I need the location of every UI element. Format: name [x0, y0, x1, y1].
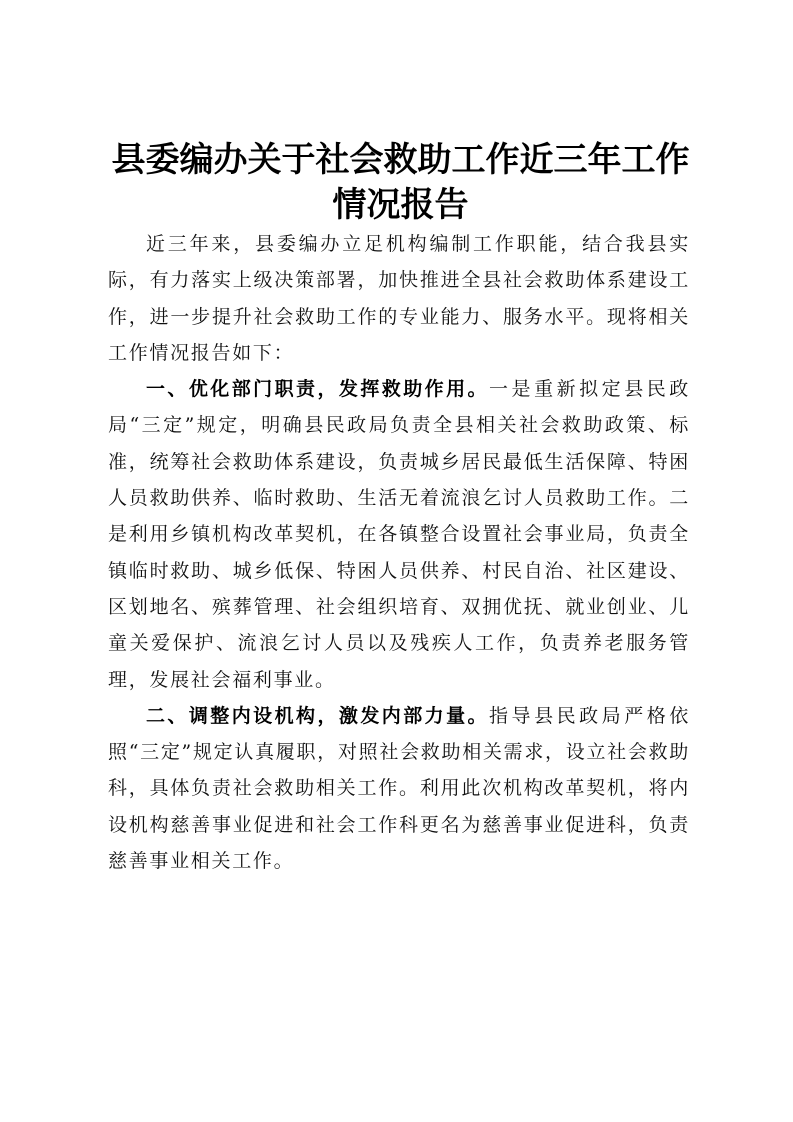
intro-paragraph: [108, 226, 690, 371]
section-heading-2: 二、调整内设机构，激发内部力量。: [146, 704, 489, 727]
paragraph-text: 指导县民政局严格依照“三定”规定认真履职，对照社会救助相关需求，设立社会救助科，具体负责社会救助相关工作。利用此次机构改革契机，将内设机构慈善事业促进和社会工作科更名为慈善事业促进科，负责慈善事业相关工作。: [108, 704, 690, 873]
document-body: [108, 226, 690, 879]
section-paragraph-1: [108, 371, 690, 698]
section-heading-1: 一、优化部门职责，发挥救助作用。: [146, 378, 489, 401]
paragraph-text: 近三年来，县委编办立足机构编制工作职能，结合我县实际，有力落实上级决策部署，加快推进全县社会救助体系建设工作，进一步提升社会救助工作的专业能力、服务水平。现将相关工作情况报告如下：: [108, 233, 690, 364]
section-paragraph-2: [108, 698, 690, 879]
document-title: 县委编办关于社会救助工作近三年工作情况报告: [111, 140, 690, 225]
paragraph-text: 一是重新拟定县民政局“三定”规定，明确县民政局负责全县相关社会救助政策、标准，统筹社会救助体系建设，负责城乡居民最低生活保障、特困人员救助供养、临时救助、生活无着流浪乞讨人员救助工作。二是利用乡镇机构改革契机，在各镇整合设置社会事业局，负责全镇临时救助、城乡低保、特困人员供养、村民自治、社区建设、区划地名、殡葬管理、社会组织培育、双拥优抚、就业创业、儿童关爱保护、流浪乞讨人员以及残疾人工作，负责养老服务管理，发展社会福利事业。: [108, 378, 690, 691]
